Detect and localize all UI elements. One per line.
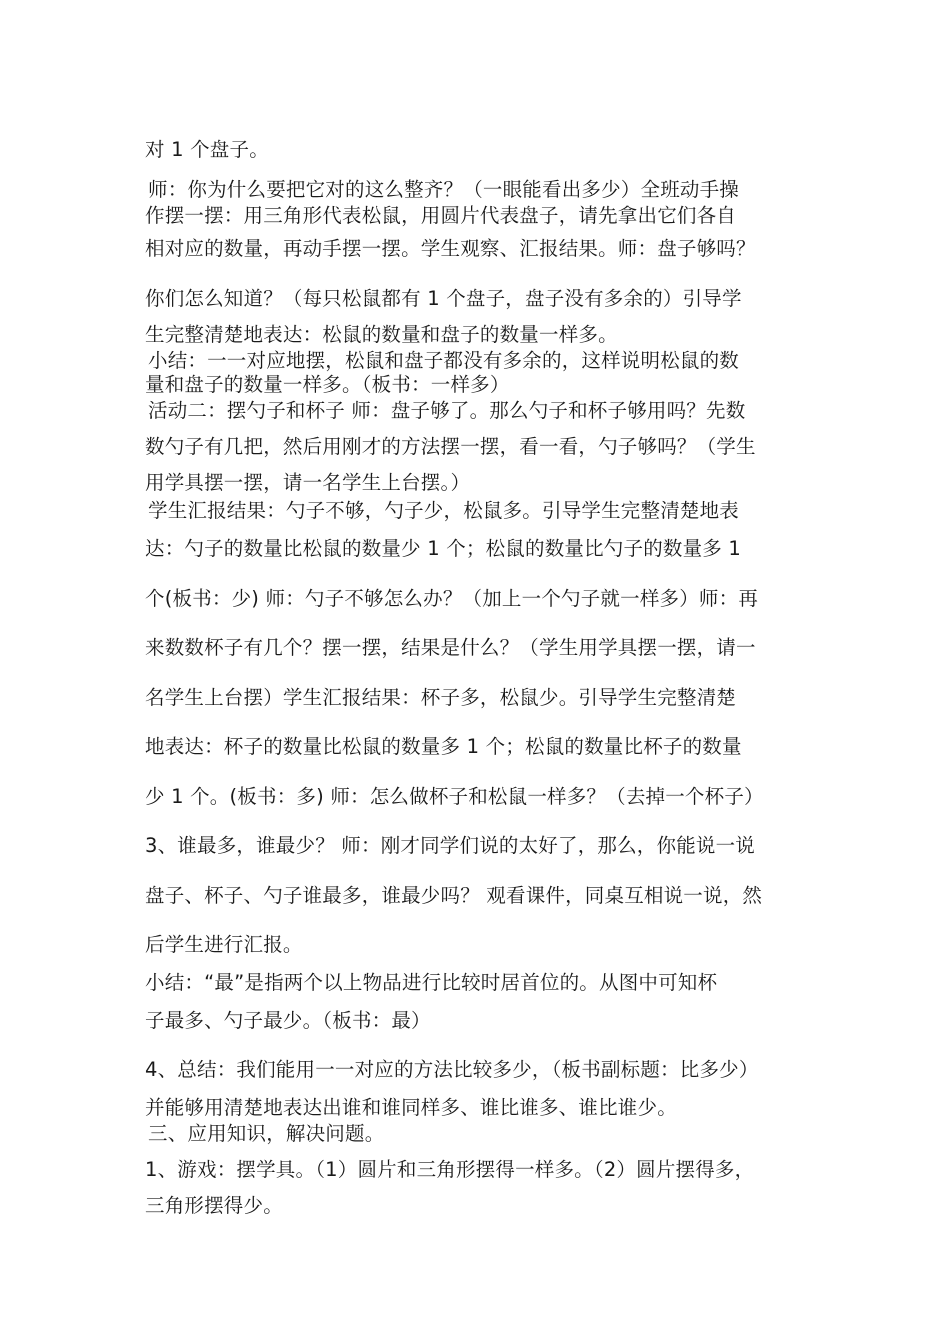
paragraph-line: 作摆一摆：用三角形代表松鼠，用圆片代表盘子，请先拿出它们各自 [145,204,737,227]
paragraph-line: 1、游戏：摆学具。（1）圆片和三角形摆得一样多。（2）圆片摆得多， [145,1158,755,1181]
paragraph-line: 来数数杯子有几个？摆一摆，结果是什么？（学生用学具摆一摆，请一 [145,636,756,659]
paragraph-line: 小结：一一对应地摆，松鼠和盘子都没有多余的，这样说明松鼠的数 [148,349,740,372]
paragraph-line: 你们怎么知道？（每只松鼠都有 1 个盘子，盘子没有多余的）引导学 [145,287,742,310]
paragraph-line: 地表达：杯子的数量比松鼠的数量多 1 个；松鼠的数量比杯子的数量 [145,735,742,758]
paragraph-line: 对 1 个盘子。 [145,138,269,161]
paragraph-line: 后学生进行汇报。 [145,933,303,956]
paragraph-line: 数勺子有几把，然后用刚才的方法摆一摆，看一看，勺子够吗？（学生 [145,435,756,458]
paragraph-line: 并能够用清楚地表达出谁和谁同样多、谁比谁多、谁比谁少。 [145,1096,677,1119]
paragraph-line: 达：勺子的数量比松鼠的数量少 1 个；松鼠的数量比勺子的数量多 1 [145,537,742,560]
paragraph-line: 量和盘子的数量一样多。（板书：一样多） [145,373,510,396]
paragraph-line: 4、总结：我们能用一一对应的方法比较多少，（板书副标题：比多少） [145,1058,759,1081]
paragraph-line: 活动二：摆勺子和杯子 师：盘子够了。那么勺子和杯子够用吗？先数 [148,399,746,422]
paragraph-line: 子最多、勺子最少。（板书：最） [145,1009,431,1032]
paragraph-line: 名学生上台摆）学生汇报结果：杯子多，松鼠少。引导学生完整清楚 [145,686,737,709]
paragraph-line: 少 1 个。(板书：多) 师：怎么做杯子和松鼠一样多？（去掉一个杯子） [145,785,764,808]
paragraph-line: 生完整清楚地表达：松鼠的数量和盘子的数量一样多。 [145,323,618,346]
paragraph-line: 3、谁最多，谁最少？ 师：刚才同学们说的太好了，那么，你能说一说 [145,834,756,857]
paragraph-line: 师：你为什么要把它对的这么整齐？（一眼能看出多少）全班动手操 [148,178,740,201]
paragraph-line: 小结：“最”是指两个以上物品进行比较时居首位的。从图中可知杯 [145,971,718,994]
paragraph-line: 三、应用知识，解决问题。 [148,1122,385,1145]
paragraph-line: 个(板书：少) 师：勺子不够怎么办？（加上一个勺子就一样多）师：再 [145,587,759,610]
paragraph-line: 学生汇报结果：勺子不够，勺子少，松鼠多。引导学生完整清楚地表 [148,499,740,522]
paragraph-line: 用学具摆一摆，请一名学生上台摆。） [145,471,471,494]
paragraph-line: 相对应的数量，再动手摆一摆。学生观察、汇报结果。师：盘子够吗？ [145,237,756,260]
paragraph-line: 盘子、杯子、勺子谁最多，谁最少吗？ 观看课件，同桌互相说一说，然 [145,884,763,907]
paragraph-line: 三角形摆得少。 [145,1194,283,1217]
